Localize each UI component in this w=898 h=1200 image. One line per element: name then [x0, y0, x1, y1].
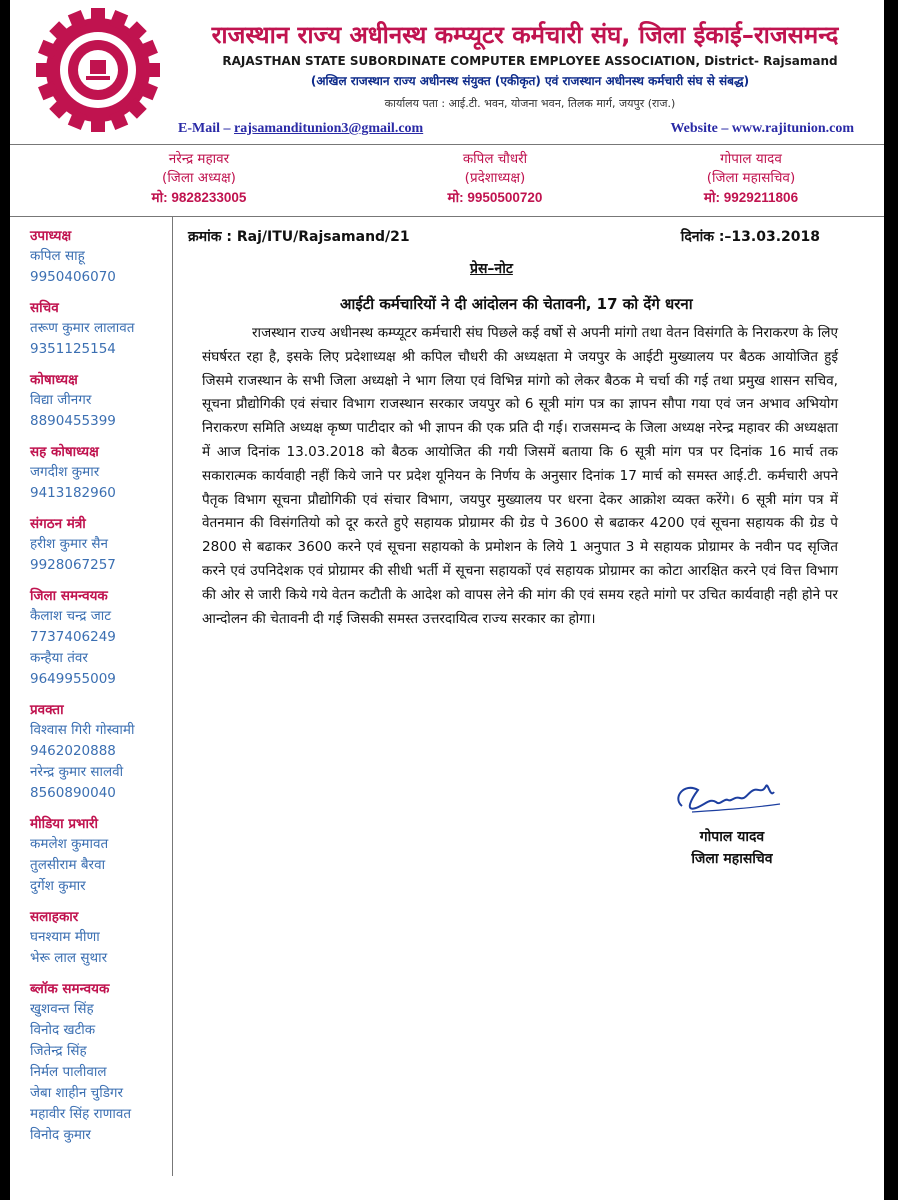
sidebar-group — [30, 586, 180, 690]
officer-designation: (जिला महासचिव) — [706, 170, 796, 186]
officer-name: नरेन्द्र महावर — [168, 151, 230, 167]
sidebar-group-title: प्रवक्ता — [30, 702, 64, 718]
sidebar-entry: जगदीश कुमार — [30, 464, 100, 480]
email-line — [178, 121, 423, 137]
sidebar-entry: 9462020888 — [30, 743, 116, 759]
press-body: राजस्थान राज्य अधीनस्थ कम्प्यूटर कर्मचारी संघ पिछले कई वर्षो से अपनी मांगो तथा वेतन विसंगति के निराकरण के लिए संघर्षरत रहा है, इसके लिए प्रदेशाध्यक्ष श्री कपिल चौधरी की अध्यक्षता मे जयपुर के आईटी मुख्यालय पर बैठक आयोजित हुई जिसमे राजस्थान के सभी जिला अध्यक्षो ने भाग लिया एवं विभिन्न मांगो को लेकर बैठक मे चर्चा की गई तथा प्रमुख शासन सचिव, सूचना प्रौद्योगिकी एवं संचार विभाग राजस्थान सरकार जयपुर को 6 सूत्री मांग पत्र का ज्ञापन सौपा गया एवं जन अभाव अभियोग निराकरण समिति अध्यक्ष कृष्ण पाटीदार को भी ज्ञापन की एक प्रति दी गई। राजसमन्द के जिला अध्यक्ष नरेन्द्र महावर की अध्यक्षता में आज दिनांक 13.03.2018 को बैठक आयोजित की गयी जिसमें बताया कि 6 सूत्री मांग पत्र पर दिनांक 16 मार्च तक सकारात्मक कार्यवाही नहीं किये जाने पर प्रदेश यूनियन के निर्णय के अनुसार दिनांक 17 मार्च को समस्त आई.टी. कर्मचारी अपने पैतृक विभाग सूचना प्रौद्योगिकी एवं संचार विभाग, जयपुर मुख्यालय पर धरना देकर आक्रोश व्यक्त करेंगे। 6 सूत्री मांग पत्र में वेतनमान की विसंगतियो को दूर करते हुऐ सहायक प्रोग्रामर की ग्रेड पे 3600 से बढाकर 4200 एवं सूचना सहायक की ग्रेड पे 2800 से बढाकर 3600 करने एवं सूचना सहायको के प्रमोशन के लिये 1 अनुपात 3 मे सहायक प्रोग्रामर के नवीन पद सृजित करने एवं उपनिदेशक एवं प्रोग्रामर की सीधी भर्ती में सूचना सहायकों एवं सहायक प्रोग्रामर का कोटा आरक्षित करने एवं वित्त विभाग की ओर से जारी किये गये वेतन कटौती के आदेश को वापस लेने की मांग की एवं समय रहते मांगो पर उचित कार्यवाही नही होने पर आन्दोलन की चेतावनी दी गई जिसकी समस्त उत्तरदायित्व राज्य सरकार का होगा। — [202, 325, 838, 627]
sidebar-entry: घनश्याम मीणा — [30, 929, 100, 945]
sidebar-group-title: कोषाध्यक्ष — [30, 372, 78, 388]
association-title: राजस्थान राज्य अधीनस्थ कम्प्यूटर कर्मचारी संघ, जिला ईकाई–राजसमन्द — [211, 21, 839, 49]
signatory-block — [662, 826, 802, 870]
signatory-designation: जिला महासचिव — [691, 851, 773, 867]
divider — [10, 144, 884, 145]
signature — [662, 768, 802, 824]
sidebar-group-title: उपाध्यक्ष — [30, 228, 72, 244]
sidebar-group — [30, 907, 180, 969]
sidebar-group — [30, 514, 180, 576]
sidebar-entry: निर्मल पालीवाल — [30, 1064, 107, 1080]
sidebar-group — [30, 226, 180, 288]
sidebar-entry: नरेन्द्र कुमार सालवी — [30, 764, 124, 780]
sidebar-entry: कन्हैया तंवर — [30, 650, 88, 666]
sidebar-group — [30, 979, 180, 1146]
officer-designation: (प्रदेशाध्यक्ष) — [464, 170, 526, 186]
officer-state-president — [390, 150, 600, 207]
logo-year: 1997 — [91, 52, 105, 58]
officer-name: गोपाल यादव — [720, 151, 782, 167]
sidebar-group — [30, 814, 180, 897]
sidebar-entry: विनोद कुमार — [30, 1127, 91, 1143]
email-link[interactable]: rajsamanditunion3@gmail.com — [234, 121, 424, 136]
sidebar-group — [30, 370, 180, 432]
office-bearers-sidebar — [30, 226, 180, 1156]
signatory-name: गोपाल यादव — [699, 829, 765, 845]
officer-general-secretary — [646, 150, 856, 207]
sidebar-entry: 9950406070 — [30, 269, 116, 285]
email-label: E-Mail – — [178, 121, 231, 136]
press-note-heading: प्रेस–नोट — [470, 261, 513, 277]
sidebar-entry: दुर्गेश कुमार — [30, 878, 86, 894]
sidebar-entry: 9351125154 — [30, 341, 116, 357]
affiliation-note: (अखिल राजस्थान राज्य अधीनस्थ संयुक्त (एकीकृत) एवं राजस्थान अधीनस्थ कर्मचारी संघ से संबद्ध) — [310, 74, 750, 88]
sidebar-entry: महावीर सिंह राणावत — [30, 1106, 132, 1122]
sidebar-entry: भेरू लाल सुथार — [30, 950, 108, 966]
office-address: कार्यालय पता : आई.टी. भवन, योजना भवन, तिलक मार्ग, जयपुर (राज.) — [384, 97, 676, 110]
sidebar-entry: तरूण कुमार लालावत — [30, 320, 135, 336]
officer-designation: (जिला अध्यक्ष) — [162, 170, 236, 186]
sidebar-group-title: संगठन मंत्री — [30, 516, 86, 532]
reference-number: क्रमांक : Raj/ITU/Rajsamand/21 — [188, 229, 410, 245]
sidebar-entry: 9649955009 — [30, 671, 116, 687]
association-english-name: RAJASTHAN STATE SUBORDINATE COMPUTER EMPLOYEE ASSOCIATION, District- Rajsamand — [222, 54, 838, 68]
sidebar-entry: 8890455399 — [30, 413, 116, 429]
sidebar-entry: कैलाश चन्द्र जाट — [30, 608, 112, 624]
sidebar-entry: 9413182960 — [30, 485, 116, 501]
sidebar-group-title: मीडिया प्रभारी — [30, 816, 99, 832]
officer-district-president — [94, 150, 304, 207]
sidebar-entry: 8560890040 — [30, 785, 116, 801]
sidebar-entry: हरीश कुमार सैन — [30, 536, 109, 552]
sidebar-entry: जेबा शाहीन चुडिगर — [30, 1085, 124, 1101]
sidebar-group — [30, 700, 180, 804]
officer-phone: मो: 9950500720 — [447, 190, 543, 205]
sidebar-group-title: सह कोषाध्यक्ष — [30, 444, 99, 460]
letter-date: दिनांक :–13.03.2018 — [680, 229, 820, 245]
sidebar-entry: कपिल साहू — [30, 248, 85, 264]
officer-phone: मो: 9828233005 — [151, 190, 247, 205]
website-link[interactable]: Website – www.rajitunion.com — [670, 121, 854, 136]
press-headline: आईटी कर्मचारियों ने दी आंदोलन की चेतावनी, 17 को देंगे धरना — [340, 295, 693, 313]
sidebar-entry: विनोद खटीक — [30, 1022, 96, 1038]
sidebar-entry: 7737406249 — [30, 629, 116, 645]
sidebar-entry: जितेन्द्र सिंह — [30, 1043, 87, 1059]
sidebar-entry: विश्वास गिरी गोस्वामी — [30, 722, 135, 738]
sidebar-group-title: सलाहकार — [30, 909, 79, 925]
sidebar-group-title: ब्लॉक समन्वयक — [30, 981, 110, 997]
sidebar-group — [30, 298, 180, 360]
divider — [10, 216, 884, 217]
sidebar-entry: विद्या जीनगर — [30, 392, 92, 408]
sidebar-group-title: सचिव — [30, 300, 59, 316]
officer-name: कपिल चौधरी — [462, 151, 528, 167]
letterhead-page — [10, 0, 884, 1200]
sidebar-entry: कमलेश कुमावत — [30, 836, 109, 852]
sidebar-entry: खुशवन्त सिंह — [30, 1001, 94, 1017]
sidebar-entry: तुलसीराम बैरवा — [30, 857, 106, 873]
sidebar-group-title: जिला समन्वयक — [30, 588, 108, 604]
sidebar-entry: 9928067257 — [30, 557, 116, 573]
sidebar-group — [30, 442, 180, 504]
association-logo — [34, 6, 162, 134]
officer-phone: मो: 9929211806 — [703, 190, 799, 205]
